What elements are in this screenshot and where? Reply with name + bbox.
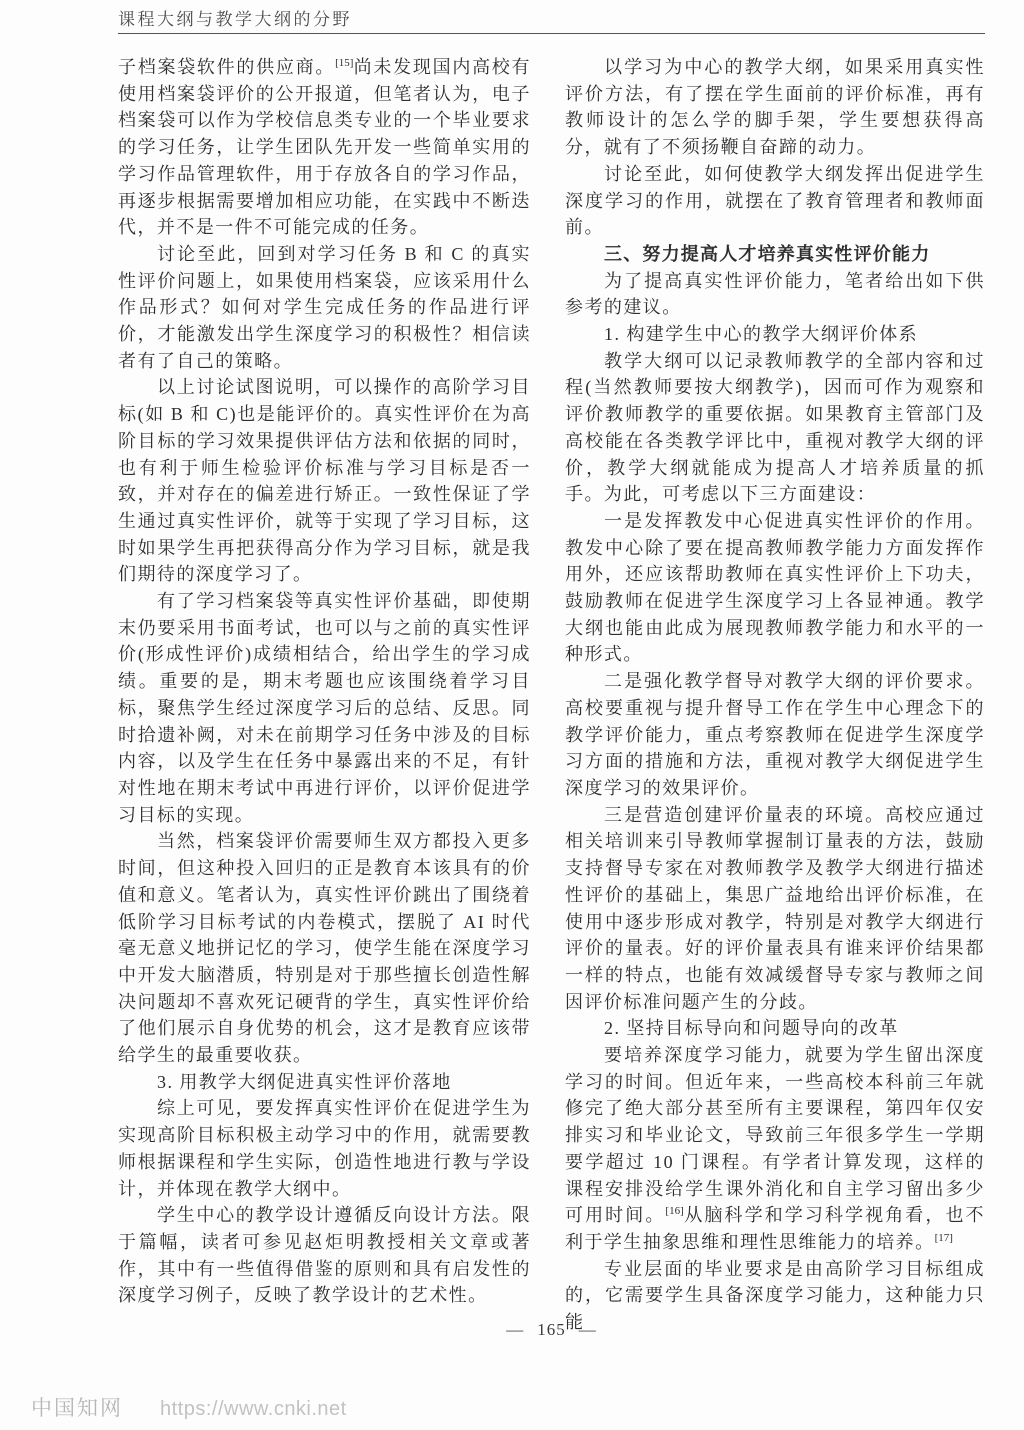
citation-ref: [17]: [934, 1231, 953, 1244]
page-number: [118, 1320, 985, 1340]
paragraph: 讨论至此，回到对学习任务 B 和 C 的真实性评价问题上，如果使用档案袋，应该采用什么作品形式？如何对学生完成任务的作品进行评价，才能激发出学生深度学习的积极性？相信读者有了自己的策略。: [118, 243, 531, 371]
paragraph: 教学大纲可以记录教师教学的全部内容和过程(当然教师要按大纲教学)，因而可作为观察和评价教师教学的重要依据。如果教育主管部门及高校能在各类教学评比中，重视对教学大纲的评价，教学大纲就能成为提高人才培养质量的抓手。为此，可考虑以下三方面建设：: [565, 350, 985, 505]
paragraph: 专业层面的毕业要求是由高阶学习目标组成的，它需要学生具备深度学习能力，这种能力只能: [565, 1258, 985, 1333]
paragraph: 以学习为中心的教学大纲，如果采用真实性评价方法，有了摆在学生面前的评价标准，再有教师设计的怎么学的脚手架，学生要想获得高分，就有了不须扬鞭自奋蹄的动力。: [565, 57, 985, 158]
paragraph: 综上可见，要发挥真实性评价在促进学生为实现高阶目标积极主动学习中的作用，就需要教师根据课程和学生实际，创造性地进行教与学设计，并体现在教学大纲中。: [118, 1098, 531, 1199]
paragraph: 以上讨论试图说明，可以操作的高阶学习目标(如 B 和 C)也是能评价的。真实性评价在为高阶目标的学习效果提供评估方法和依据的同时，也有利于师生检验评价标准与学习目标是否一致，并对存在的偏差进行矫正。一致性保证了学生通过真实性评价，就等于实现了学习目标，这时如果学生再把获得高分作为学习目标，就是我们期待的深度学习了。: [118, 377, 531, 585]
paragraph: 当然，档案袋评价需要师生双方都投入更多时间，但这种投入回归的正是教育本该具有的价值和意义。笔者认为，真实性评价跳出了围绕着低阶学习目标考试的内卷模式，摆脱了 AI 时代毫无意义地拼记忆的学习，使学生能在深度学习中开发大脑潜质，特别是对于那些擅长创造性解决问题却不喜欢死记硬背的学生，真实性评价给了他们展示自身优势的机会，这才是教育应该带给学生的最重要收获。: [118, 831, 531, 1066]
paragraph: 讨论至此，如何使教学大纲发挥出促进学生深度学习的作用，就摆在了教育管理者和教师面前。: [565, 163, 985, 238]
running-header-title: 课程大纲与教学大纲的分野: [118, 10, 352, 29]
citation-ref: [15]: [335, 57, 354, 69]
cnki-brand-text: 中国知网: [31, 1397, 123, 1420]
subsection-heading: 2. 坚持目标导向和问题导向的改革: [604, 1018, 899, 1039]
section-heading: 三、努力提高人才培养真实性评价能力: [604, 243, 931, 264]
page-number-dash-right: —: [578, 1320, 597, 1339]
paragraph: 有了学习档案袋等真实性评价基础，即使期末仍要采用书面考试，也可以与之前的真实性评价(形成性评价)成绩相结合，给出学生的学习成绩。重要的是，期末考题也应该围绕着学习目标，聚焦学生经过深度学习后的总结、反思。同时拾遗补阙，对未在前期学习任务中涉及的目标内容，以及学生在任务中暴露出来的不足，有针对性地在期末考试中再进行评价，以评价促进学习目标的实现。: [118, 591, 531, 825]
page-number-dash-left: —: [506, 1320, 525, 1339]
subsection-heading: 1. 构建学生中心的教学大纲评价体系: [604, 324, 919, 345]
paragraph: 二是强化教学督导对教学大纲的评价要求。高校要重视与提升督导工作在学生中心理念下的教学评价能力，重点考察教师在促进学生深度学习方面的措施和方法，重视对教学大纲促进学生深度学习的效果评价。: [565, 671, 985, 798]
right-column: [565, 54, 985, 1336]
left-column: [118, 54, 531, 1309]
paragraph: 要培养深度学习能力，就要为学生留出深度学习的时间。但近年来，一些高校本科前三年就修完了绝大部分甚至所有主要课程，第四年仅安排实习和毕业论文，导致前三年很多学生一学期要学超过 10 门课程。有学者计算发现，这样的课程安排没给学生课外消化和自主学习留出多少可用时间。[16]从脑科学和学习科学视角看，也不利于学生抽象思维和理性思维能力的培养。[17]: [565, 1045, 986, 1252]
paragraph: 为了提高真实性评价能力，笔者给出如下供参考的建议。: [565, 270, 985, 318]
cnki-watermark: [31, 1392, 347, 1422]
paragraph: 三是营造创建评价量表的环境。高校应通过相关培训来引导教师掌握制订量表的方法，鼓励支持督导专家在对教师教学及教学大纲进行描述性评价的基础上，集思广益地给出评价标准，在使用中逐步形成对教学，特别是对教学大纲进行评价的量表。好的评价量表具有谁来评价结果都一样的特点，也能有效减缓督导专家与教师之间因评价标准问题产生的分歧。: [565, 804, 985, 1012]
citation-ref: [16]: [665, 1205, 684, 1218]
paragraph: 一是发挥教发中心促进真实性评价的作用。教发中心除了要在提高教师教学能力方面发挥作用外，还应该帮助教师在真实性评价上下功夫，鼓励教师在促进学生深度学习上各显神通。教学大纲也能由此成为展现教师教学能力和水平的一种形式。: [565, 510, 985, 665]
header-rule: [118, 33, 985, 34]
cnki-url-text: https://www.cnki.net: [160, 1398, 347, 1420]
subsection-heading: 3. 用教学大纲促进真实性评价落地: [157, 1071, 452, 1092]
paragraph: 子档案袋软件的供应商。[15]尚未发现国内高校有使用档案袋评价的公开报道，但笔者认为，电子档案袋可以作为学校信息类专业的一个毕业要求的学习任务，让学生团队先开发一些简单实用的学习作品管理软件，用于存放各自的学习作品，再逐步根据需要增加相应功能，在实践中不断迭代，并不是一件不可能完成的任务。: [118, 57, 531, 238]
paragraph: 学生中心的教学设计遵循反向设计方法。限于篇幅，读者可参见赵炬明教授相关文章或著作，其中有一些值得借鉴的原则和具有启发性的深度学习例子，反映了教学设计的艺术性。: [118, 1205, 531, 1306]
page-number-value: 165: [537, 1320, 566, 1339]
article-body: [118, 54, 985, 1336]
